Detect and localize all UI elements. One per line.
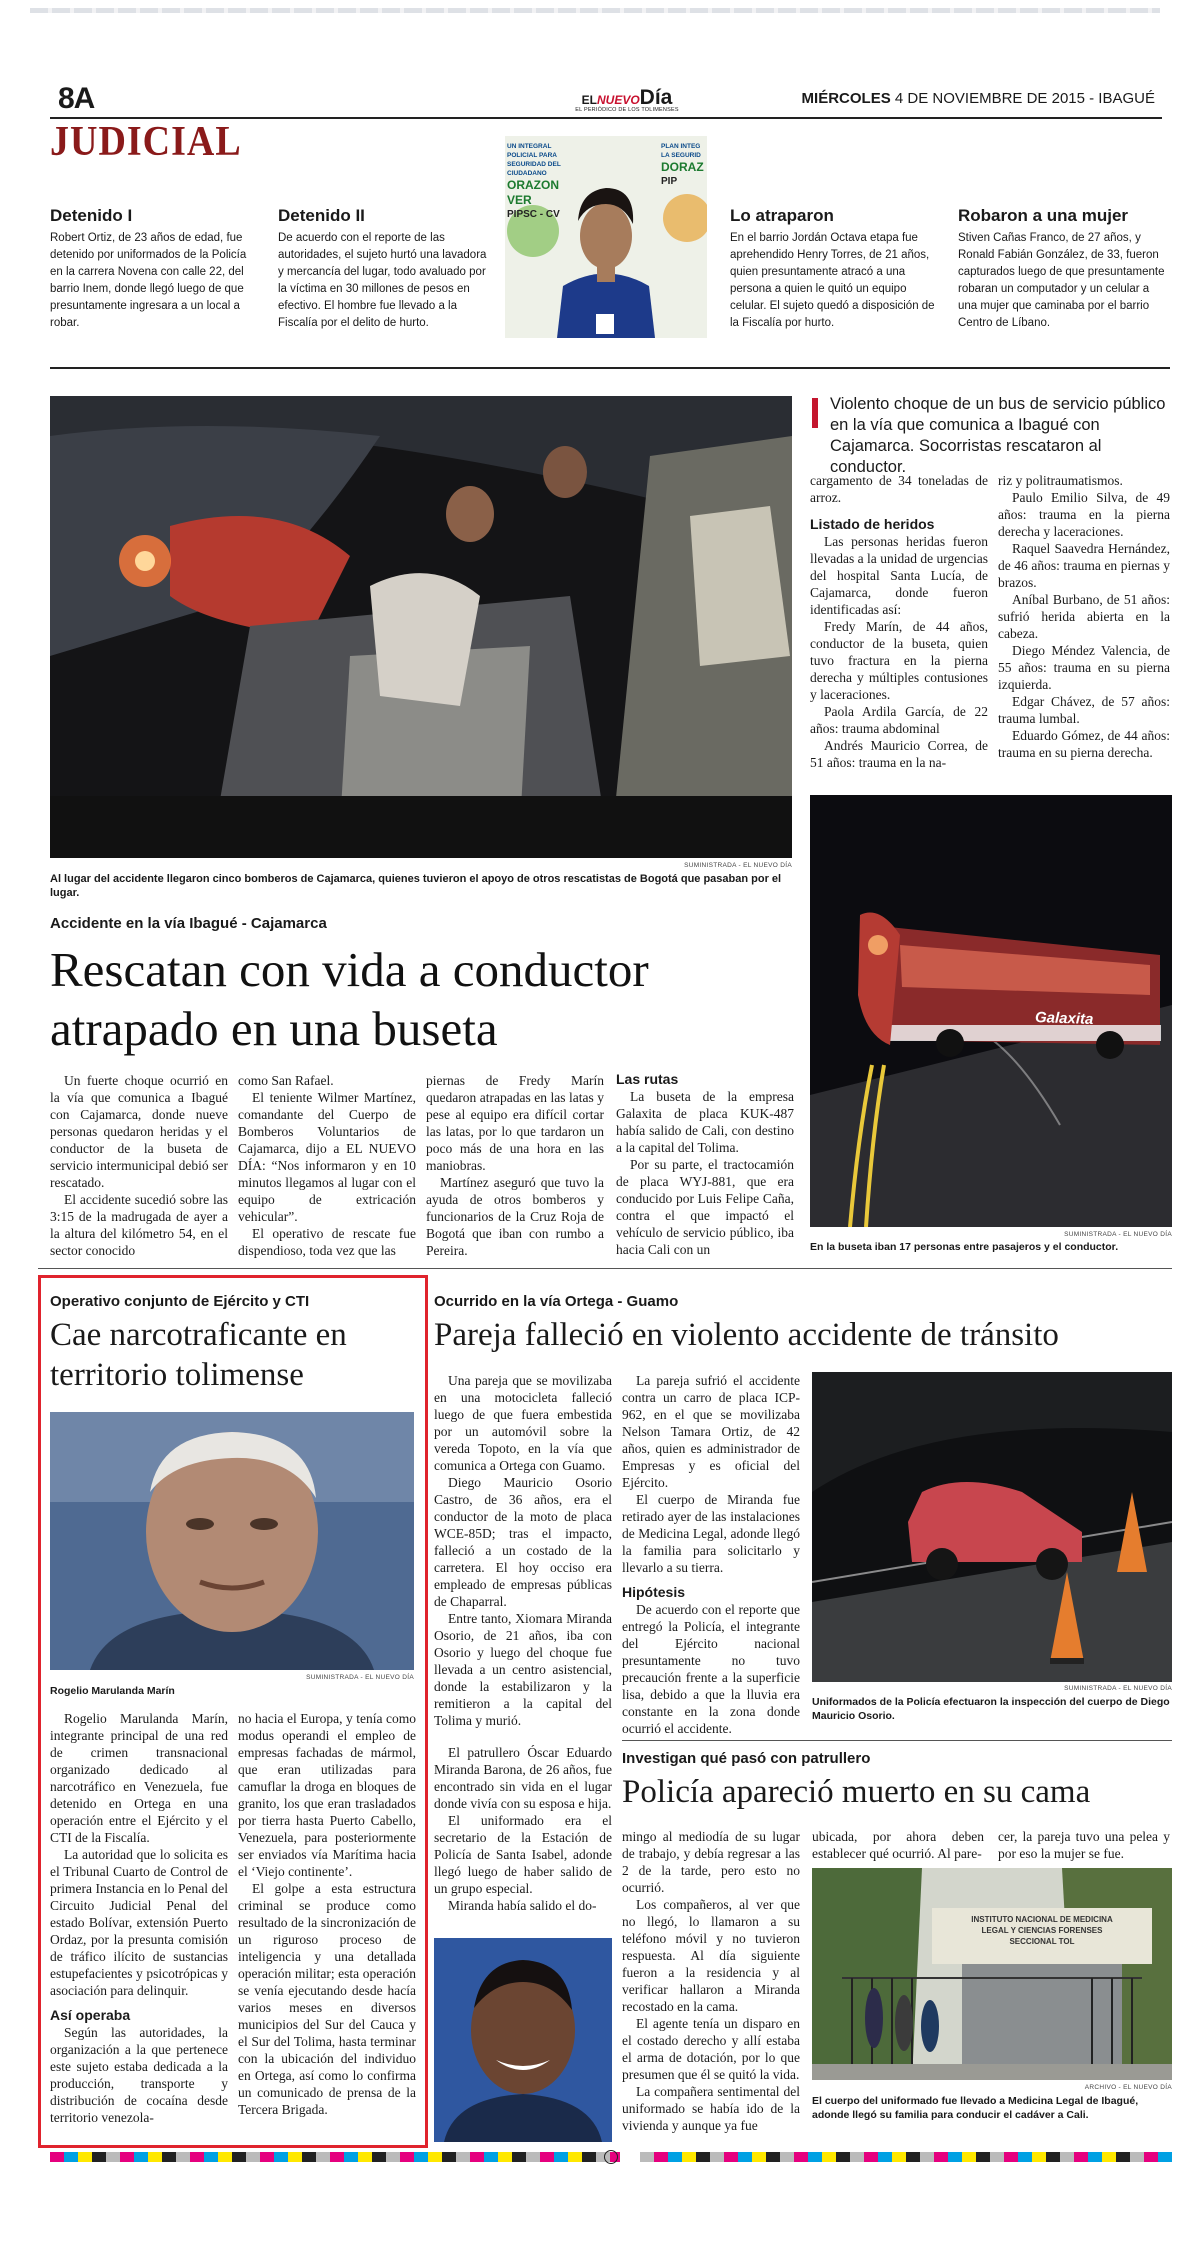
date-day: MIÉRCOLES: [801, 90, 891, 107]
sign-line: PIPSC - CV: [507, 209, 560, 220]
injured-subhead: Listado de heridos: [810, 516, 935, 532]
sign-line: DORAZ: [661, 160, 704, 174]
accident-photo-caption: Al lugar del accidente llegaron cinco bomberos de Cajamarca, quienes tuvieron el apoyo de otros rescatistas de Bogotá que pasaban por el lugar.: [50, 873, 782, 899]
accident-col-3: [426, 1072, 604, 1259]
accident-headline: Rescatan con vida a conductor atrapado en una buseta: [50, 942, 649, 1056]
paragraph: Paulo Emilio Silva, de 49 años: trauma en la pierna derecha y laceraciones.: [998, 490, 1170, 539]
brief-detenido-1: [50, 206, 262, 332]
brief-title: Detenido I: [50, 206, 133, 225]
brief-text: De acuerdo con el reporte de las autoridades, el sujeto hurtó una lavadora y mercancía del lugar, todo avaluado por la víctima en 30 millones de pesos en efectivo. El hombre fue llevado a la Fiscalía por el delito de hurto.: [278, 232, 487, 329]
paragraph: piernas de Fredy Marín quedaron atrapadas en las latas y pese al equipo era difícil cortar las latas, por lo que tardaron un poco más de una hora en las maniobras.: [426, 1073, 604, 1173]
briefs-rule: [50, 367, 1170, 369]
injured-intro: cargamento de 34 toneladas de arroz.: [810, 473, 988, 505]
masthead-tagline: EL PERIÓDICO DE LOS TOLIMENSES: [575, 107, 679, 113]
sign-line: PIP: [661, 176, 678, 187]
paragraph: El patrullero Óscar Eduardo Miranda Barona, de 26 años, fue encontrado sin vida en el lugar donde vivía con su esposa e hija.: [434, 1745, 612, 1811]
color-bar-bottom: [50, 2152, 620, 2162]
accident-photo: [50, 396, 792, 858]
paragraph: Fredy Marín, de 44 años, conductor de la buseta, quien tuvo fractura en la pierna derecha y múltiples contusiones y laceraciones.: [810, 619, 988, 702]
policia-col-1: [622, 1828, 800, 2134]
brief-robaron: [958, 206, 1168, 332]
paragraph: mingo al mediodía de su lugar de trabajo, y debía regresar a las 2 de la tarde, pero esto no ocurrió.: [622, 1829, 800, 1895]
routes-subhead: Las rutas: [616, 1071, 679, 1087]
paragraph: Por su parte, el tractocamión de placa WYJ-881, que era conducido por Luis Felipe Caña, contra el que impactó el vehículo de servicio público, iba hacia Cali con un: [616, 1157, 794, 1257]
accident-kicker: Accidente en la vía Ibagué - Cajamarca: [50, 915, 327, 932]
sign-line: LA SEGURID: [661, 152, 701, 159]
sign-left: [507, 142, 567, 221]
pareja-headline: Pareja falleció en violento accidente de tránsito: [434, 1317, 1059, 1353]
brief-title: Robaron a una mujer: [958, 206, 1129, 225]
narco-col-1: [50, 1710, 228, 2126]
paragraph: Paola Ardila García, de 22 años: trauma abdominal: [810, 704, 988, 736]
bus-photo: [810, 795, 1172, 1227]
paragraph: como San Rafael.: [238, 1073, 334, 1088]
lead-marker: [812, 398, 818, 428]
policia-col-2: [812, 1828, 984, 1862]
paragraph: La compañera sentimental del uniformado se había ido de la vivienda y aunque ya fue: [622, 2084, 800, 2133]
brief-text: En el barrio Jordán Octava etapa fue aprehendido Henry Torres, de 21 años, quien presuntamente atracó a una persona a quien le quitó un equipo celular. El sujeto quedó a disposición de la Fiscalía por hurto.: [730, 232, 935, 329]
color-bar-bottom-right: [640, 2152, 1172, 2162]
bus-photo-illustration: [810, 795, 1172, 1227]
pareja-rule: [622, 1740, 1172, 1741]
paragraph: Según las autoridades, la organización a la que pertenece este sujeto estaba dedicada a la producción, transporte y distribución de cocaína desde territorio venezola-: [50, 2025, 228, 2125]
sign-line: PLAN INTEG: [661, 143, 701, 150]
paragraph: Andrés Mauricio Correa, de 51 años: trauma en la na-: [810, 738, 988, 770]
paragraph: Martínez aseguró que tuvo la ayuda de otros bomberos y funcionarios de la Cruz Roja de Bogotá que iban con rumbo a Pereira.: [426, 1175, 604, 1258]
paragraph: Una pareja que se movilizaba en una motocicleta falleció luego de que fuera embestida por un automóvil sobre la vereda Topoto, en la vía que comunica a Ortega con Guamo.: [434, 1373, 612, 1473]
sign-line: INSTITUTO NACIONAL DE MEDICINA: [971, 1915, 1113, 1924]
registration-mark: [604, 2150, 618, 2164]
lead-text: Violento choque de un bus de servicio público en la vía que comunica a Ibagué con Cajamarca. Socorristas rescataron al conductor.: [830, 395, 1166, 476]
paragraph: La buseta de la empresa Galaxita de placa KUK-487 había salido de Cali, con destino a la capital del Tolima.: [616, 1089, 794, 1155]
narco-kicker: Operativo conjunto de Ejército y CTI: [50, 1293, 310, 1310]
accident-col-4: [616, 1068, 794, 1258]
paragraph: Diego Mauricio Osorio Castro, de 36 años, era el conductor de la moto de placa WCE-85D; tras el impacto, falleció a un costado de la carretera. El hoy occiso era empleado de empresas públicas de Chaparral.: [434, 1475, 612, 1609]
pareja-photo-illustration: [812, 1372, 1172, 1682]
policia-col-3: [998, 1828, 1170, 1862]
paragraph: El teniente Wilmer Martínez, comandante del Cuerpo de Bomberos Voluntarios de Cajamarca, dijo a EL NUEVO DÍA: “Nos informaron y en 10 minutos llegamos al lugar con el equipo de extricación vehicular”.: [238, 1090, 416, 1224]
hypothesis-subhead: Hipótesis: [622, 1584, 686, 1600]
brief-lo-atraparon: [730, 206, 940, 332]
bus-photo-caption: En la buseta iban 17 personas entre pasajeros y el conductor.: [810, 1241, 1119, 1253]
paragraph: Diego Méndez Valencia, de 55 años: trauma en su pierna izquierda.: [998, 643, 1170, 692]
narco-photo-caption: Rogelio Marulanda Marín: [50, 1685, 175, 1697]
pareja-photo-credit: SUMINISTRADA - EL NUEVO DÍA: [1064, 1685, 1172, 1692]
paragraph: La autoridad que lo solicita es el Tribunal Cuarto de Control de primera Instancia en lo Penal del Circuito Judicial Penal del estado Bolívar, extensión Puerto Ordaz, por la presunta comisión de tráfico ilícito de sustancias estupefacientes y psicotrópicas y asociación para delinquir.: [50, 1847, 228, 1998]
sign-line: LEGAL Y CIENCIAS FORENSES: [981, 1926, 1103, 1935]
paragraph: El agente tenía un disparo en el costado derecho y allí estaba el arma de dotación, por lo que presumen que él se quitó la vida.: [622, 2016, 800, 2082]
paragraph: Los compañeros, al ver que no llegó, lo llamaron a su teléfono móvil y no tuvieron respuesta. Al día siguiente fueron a la residencia y al verificar hallaron a Miranda recostado en la cama.: [622, 1897, 800, 2014]
pareja-col-1: [434, 1372, 612, 1729]
paragraph: Rogelio Marulanda Marín, integrante principal de una red de crimen transnacional organizado dedicado al narcotráfico en Venezuela, fue detenido en Ortega en una operación entre el Ejército y el CTI de la Fiscalía.: [50, 1711, 228, 1845]
narco-photo: [50, 1412, 414, 1670]
accident-lead: [812, 394, 1170, 478]
policia-left-col: [434, 1744, 612, 1914]
accident-photo-credit: SUMINISTRADA - EL NUEVO DÍA: [684, 862, 792, 869]
bus-label: Galaxita: [1034, 1008, 1094, 1029]
paragraph: El uniformado era el secretario de la Estación de Policía de Santa Isabel, adonde llegó luego de haber salido de un grupo especial.: [434, 1813, 612, 1896]
paragraph: Miranda había salido el do-: [448, 1898, 597, 1913]
paragraph: riz y politraumatismos.: [998, 473, 1123, 488]
paragraph: Aníbal Burbano, de 51 años: sufrió herida abierta en la cabeza.: [998, 592, 1170, 641]
date-line: [802, 90, 1155, 107]
date-rest: 4 DE NOVIEMBRE DE 2015 - IBAGUÉ: [894, 90, 1155, 107]
paragraph: ubicada, por ahora deben establecer qué ocurrió. Al pare-: [812, 1829, 984, 1861]
sign-right: [661, 142, 707, 188]
brief-detenido-2: [278, 206, 490, 332]
policeman-photo-illustration: [434, 1938, 612, 2142]
page-number: 8A: [58, 82, 95, 115]
pareja-photo-caption: Uniformados de la Policía efectuaron la inspección del cuerpo de Diego Mauricio Osorio.: [812, 1696, 1170, 1722]
paragraph: Eduardo Gómez, de 44 años: trauma en su pierna derecha.: [998, 728, 1170, 760]
paragraph: El accidente sucedió sobre las 3:15 de la madrugada de ayer a la altura del kilómetro 54, en el sector conocido: [50, 1192, 228, 1258]
sign-line: SEGURIDAD DEL CIUDADANO: [507, 161, 561, 177]
brief-text: Stiven Cañas Franco, de 27 años, y Ronald Fabián González, de 33, fueron capturados luego de que presuntamente robaran un computador y un celular a una mujer que caminaba por el barrio Centro de Líbano.: [958, 232, 1165, 329]
accident-photo-illustration: [50, 396, 792, 858]
narco-photo-credit: SUMINISTRADA - EL NUEVO DÍA: [306, 1674, 414, 1681]
narco-photo-illustration: [50, 1412, 414, 1670]
medicina-legal-photo: [812, 1868, 1172, 2080]
paragraph: Raquel Saavedra Hernández, de 46 años: trauma en piernas y brazos.: [998, 541, 1170, 590]
brief-title: Lo atraparon: [730, 206, 834, 225]
registration-strip-top: [30, 8, 1160, 13]
paragraph: El operativo de rescate fue dispendioso, toda vez que las: [238, 1226, 416, 1258]
masthead-dia: Día: [639, 86, 673, 109]
section-label: JUDICIAL: [50, 118, 242, 166]
masthead: [557, 86, 697, 118]
medicina-photo-credit: ARCHIVO - EL NUEVO DÍA: [1084, 2084, 1172, 2091]
masthead-nuevo: NUEVO: [596, 93, 640, 107]
masthead-el: EL: [581, 93, 597, 107]
paragraph: Las personas heridas fueron llevadas a la unidad de urgencias del hospital Santa Lucía, de Cajamarca, donde fueron identificadas así:: [810, 534, 988, 617]
policeman-photo: [434, 1938, 612, 2142]
narco-headline: Cae narcotraficante en territorio tolimense: [50, 1317, 347, 1393]
pareja-kicker: Ocurrido en la vía Ortega - Guamo: [434, 1293, 679, 1310]
medicina-legal-sign: [932, 1914, 1152, 1947]
paragraph: Un fuerte choque ocurrió en la vía que comunica a Ibagué con Cajamarca, donde nueve personas quedaron heridas y el conductor de la buseta de servicio intermunicipal debió ser rescatado.: [50, 1073, 228, 1190]
injured-column-1: [810, 472, 988, 771]
medicina-legal-photo-illustration: [812, 1868, 1172, 2080]
sign-line: UN INTEGRAL POLICIAL PARA: [507, 143, 557, 159]
pareja-col-2: [622, 1372, 800, 1737]
bus-photo-credit: SUMINISTRADA - EL NUEVO DÍA: [1064, 1231, 1172, 1238]
narco-subhead: Así operaba: [50, 2007, 131, 2023]
brief-title: Detenido II: [278, 206, 365, 225]
paragraph: Entre tanto, Xiomara Miranda Osorio, de 21 años, iba con Osorio y luego del choque fue llevada a un centro asistencial, donde la estabilizaron y la remitieron a la capital del Tolima y murió.: [434, 1611, 612, 1728]
policia-kicker: Investigan qué pasó con patrullero: [622, 1750, 871, 1767]
paragraph: La pareja sufrió el accidente contra un carro de placa ICP-962, en el que se movilizaba Nelson Tamara Ortiz, de 42 años, quien es administrador de Empresas y es oficial del Ejército.: [622, 1373, 800, 1490]
paragraph: cer, la pareja tuvo una pelea y por eso la mujer se fue.: [998, 1829, 1170, 1861]
pareja-photo: [812, 1372, 1172, 1682]
paragraph: no hacia el Europa, y tenía como modus operandi el empleo de empresas fachadas de mármol, que eran utilizadas para camuflar la droga en bloques de granito, los que eran trasladados por tierra hasta Puerto Cabello, Venezuela, para posteriormente ser enviados vía Marítima hacia el ‘Viejo continente’.: [238, 1711, 416, 1879]
medicina-photo-caption: El cuerpo del uniformado fue llevado a Medicina Legal de Ibagué, adonde llegó su familia para conducir el cadáver a Cali.: [812, 2095, 1139, 2121]
suspect-photo: [505, 136, 707, 338]
paragraph: Edgar Chávez, de 57 años: trauma lumbal.: [998, 694, 1170, 726]
brief-text: Robert Ortiz, de 23 años de edad, fue detenido por uniformados de la Policía en la carrera Novena con calle 22, del barrio Inem, donde llegó luego de que presuntamente ingresara a un local a robar.: [50, 232, 247, 329]
sign-line: SECCIONAL TOL: [1009, 1937, 1075, 1946]
paragraph: El golpe a esta estructura criminal se produce como resultado de la sincronización de un riguroso proceso de inteligencia y una detallada operación militar; esta operación se venía ejecutando desde hacía varios meses en diversos municipios del Sur del Cauca y el Sur del Tolima, hasta terminar con la ubicación del individuo en Ortega, así como lo confirma un comunicado de prensa de la Tercera Brigada.: [238, 1881, 416, 2117]
mid-rule: [38, 1268, 1172, 1269]
accident-col-1: [50, 1072, 228, 1259]
narco-col-2: [238, 1710, 416, 2118]
paragraph: De acuerdo con el reporte que entregó la Policía, el integrante del Ejército nacional presuntamente no tuvo precaución frente a la superficie lisa, debido a que la lluvia era constante en la zona donde ocurrió el accidente.: [622, 1602, 800, 1736]
paragraph: El cuerpo de Miranda fue retirado ayer de las instalaciones de Medicina Legal, adonde llegó la familia para solicitarlo y llevarlo a su tierra.: [622, 1492, 800, 1575]
accident-col-2: [238, 1072, 416, 1259]
sign-line: ORAZON VER: [507, 178, 559, 207]
policia-headline: Policía apareció muerto en su cama: [622, 1774, 1091, 1810]
injured-column-2: [998, 472, 1170, 761]
